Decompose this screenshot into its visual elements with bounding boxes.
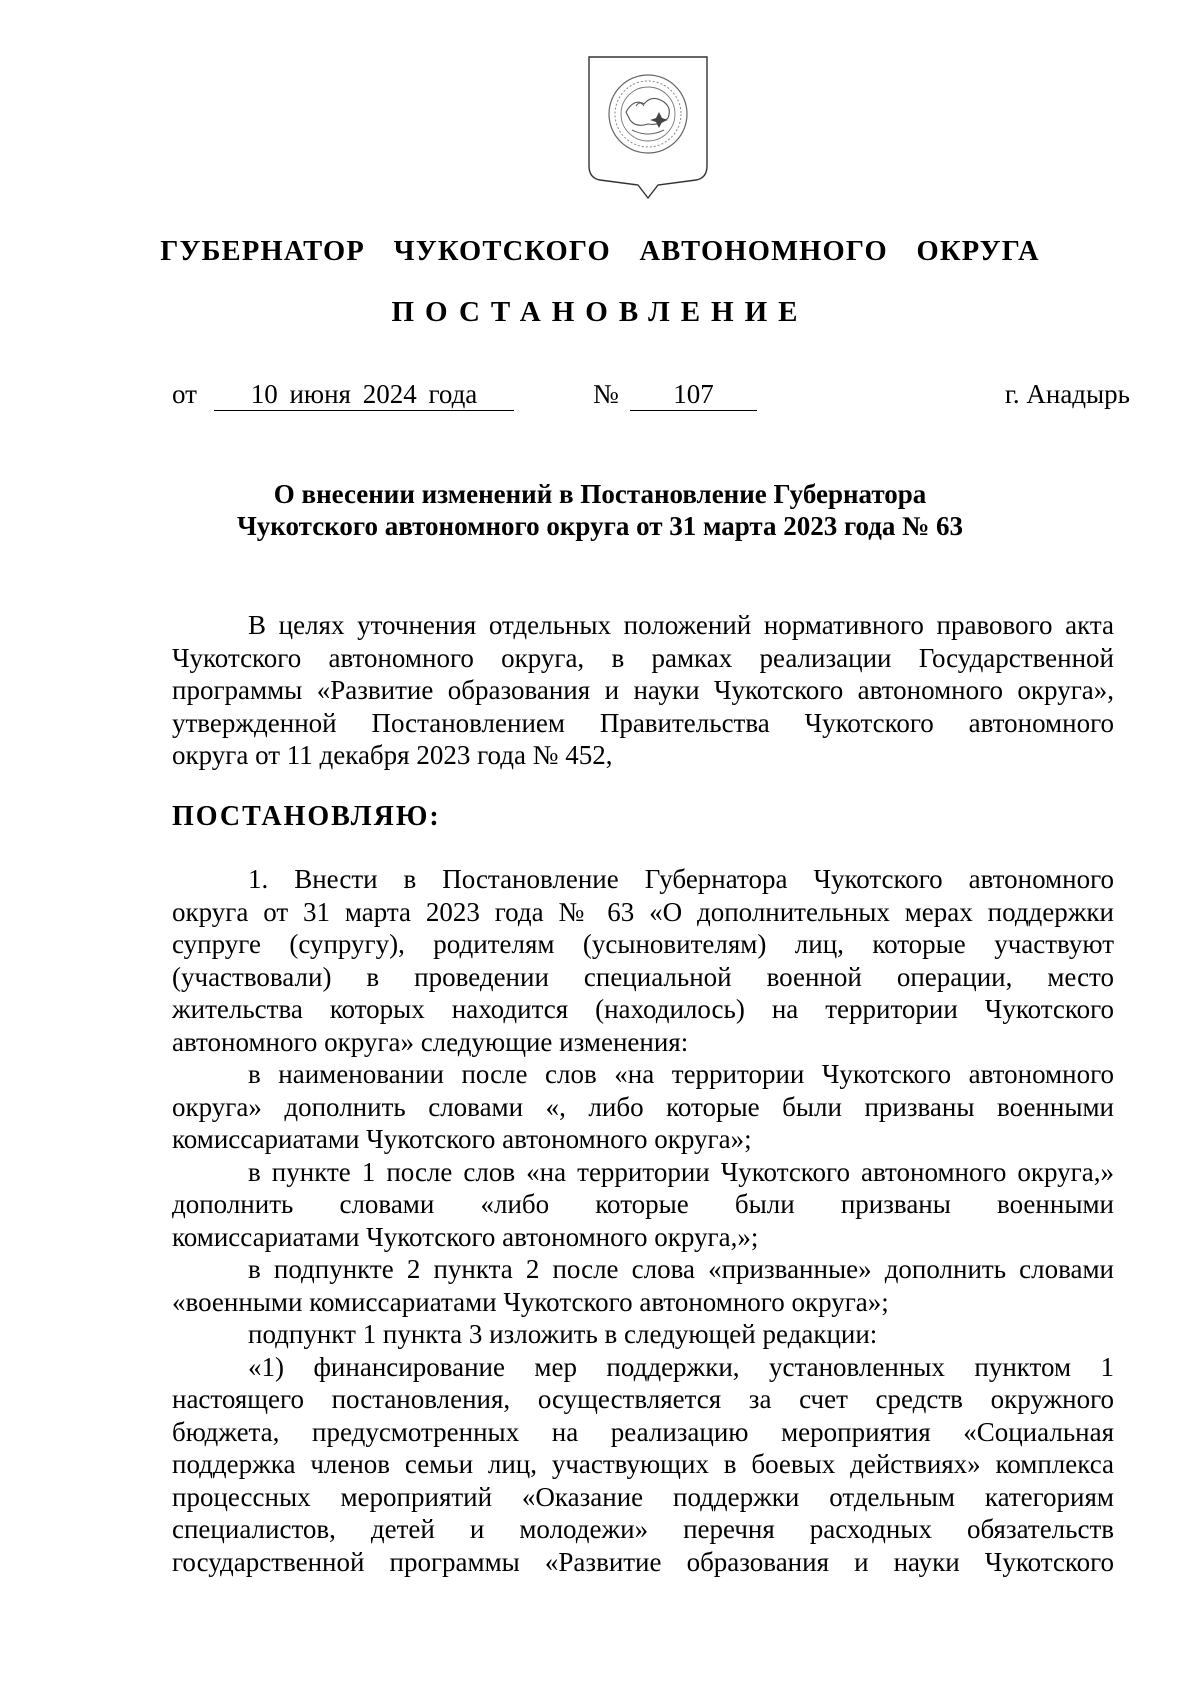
text-line: в подпункте 2 пункта 2 после слова «призванные» дополнить словами bbox=[248, 1254, 1114, 1284]
date-from-label: от bbox=[172, 379, 197, 409]
document-title bbox=[0, 478, 1200, 542]
text-line: в наименовании после слов «на территории Чукотского автономного bbox=[248, 1059, 1114, 1089]
item-1-paragraph bbox=[172, 863, 1114, 1058]
title-line: Чукотского автономного округа от 31 марта 2023 года № 63 bbox=[236, 511, 964, 541]
title-line: О внесении изменений в Постановление Губернатора bbox=[273, 479, 927, 509]
number-label: № bbox=[593, 379, 619, 409]
text-line: процессных мероприятий «Оказание поддержки отдельным категориям bbox=[172, 1481, 1114, 1512]
text-line: поддержка членов семьи лиц, участвующих в боевых действиях» комплекса bbox=[172, 1449, 1114, 1479]
text-line: округа» дополнить словами «, либо которые были призваны военными bbox=[172, 1091, 1114, 1122]
text-line: (участвовали) в проведении специальной военной операции, место bbox=[172, 961, 1114, 992]
change-name-paragraph bbox=[172, 1058, 1114, 1156]
text-line: программы «Развитие образования и науки Чукотского автономного округа», bbox=[172, 675, 1114, 705]
change-item1-paragraph bbox=[172, 1156, 1114, 1254]
document-date: 10 июня 2024 года bbox=[214, 378, 514, 411]
text-line: жительства которых находится (находилось) на территории Чукотского bbox=[172, 994, 1114, 1024]
text-line: настоящего постановления, осуществляется за счет средств окружного bbox=[172, 1384, 1114, 1414]
text-line: В целях уточнения отдельных положений нормативного правового акта bbox=[248, 610, 1114, 640]
new-wording-paragraph bbox=[172, 1351, 1114, 1579]
text-line: округа от 31 марта 2023 года № 63 «О дополнительных мерах поддержки bbox=[172, 896, 1114, 927]
text-line: округа от 11 декабря 2023 года № 452, bbox=[172, 740, 613, 770]
text-line: специалистов, детей и молодежи» перечня расходных обязательств bbox=[172, 1514, 1114, 1544]
text-line: комиссариатами Чукотского автономного округа,»; bbox=[172, 1221, 759, 1252]
text-line: супруге (супругу), родителям (усыновителям) лиц, которые участвуют bbox=[172, 929, 1114, 959]
decree-word: ПОСТАНОВЛЯЮ: bbox=[172, 801, 441, 832]
document-city: г. Анадырь bbox=[1004, 379, 1130, 409]
text-line: «1) финансирование мер поддержки, установленных пунктом 1 bbox=[248, 1351, 1114, 1382]
text-line: автономного округа» следующие изменения: bbox=[172, 1026, 689, 1057]
document-type-heading: ПОСТАНОВЛЕНИЕ bbox=[391, 296, 809, 328]
preamble-paragraph bbox=[172, 609, 1114, 772]
change-item3-paragraph bbox=[172, 1318, 1114, 1351]
authority-heading: ГУБЕРНАТОР ЧУКОТСКОГО АВТОНОМНОГО ОКРУГА bbox=[160, 236, 1040, 267]
document-number: 107 bbox=[630, 378, 757, 411]
text-line: 1. Внести в Постановление Губернатора Чукотского автономного bbox=[248, 864, 1114, 894]
change-item2-paragraph bbox=[172, 1253, 1114, 1318]
text-line: комиссариатами Чукотского автономного округа»; bbox=[172, 1124, 752, 1154]
text-line: утвержденной Постановлением Правительства Чукотского автономного bbox=[172, 707, 1114, 738]
text-line: «военными комиссариатами Чукотского автономного округа»; bbox=[172, 1286, 889, 1317]
text-line: в пункте 1 после слов «на территории Чукотского автономного округа,» bbox=[248, 1156, 1114, 1187]
text-line: подпункт 1 пункта 3 изложить в следующей редакции: bbox=[248, 1319, 878, 1349]
text-line: Чукотского автономного округа, в рамках реализации Государственной bbox=[172, 642, 1114, 673]
coat-of-arms-emblem bbox=[586, 54, 710, 204]
text-line: дополнить словами «либо которые были призваны военными bbox=[172, 1189, 1114, 1219]
text-line: государственной программы «Развитие образования и науки Чукотского bbox=[172, 1546, 1114, 1577]
text-line: бюджета, предусмотренных на реализацию мероприятия «Социальная bbox=[172, 1416, 1114, 1447]
